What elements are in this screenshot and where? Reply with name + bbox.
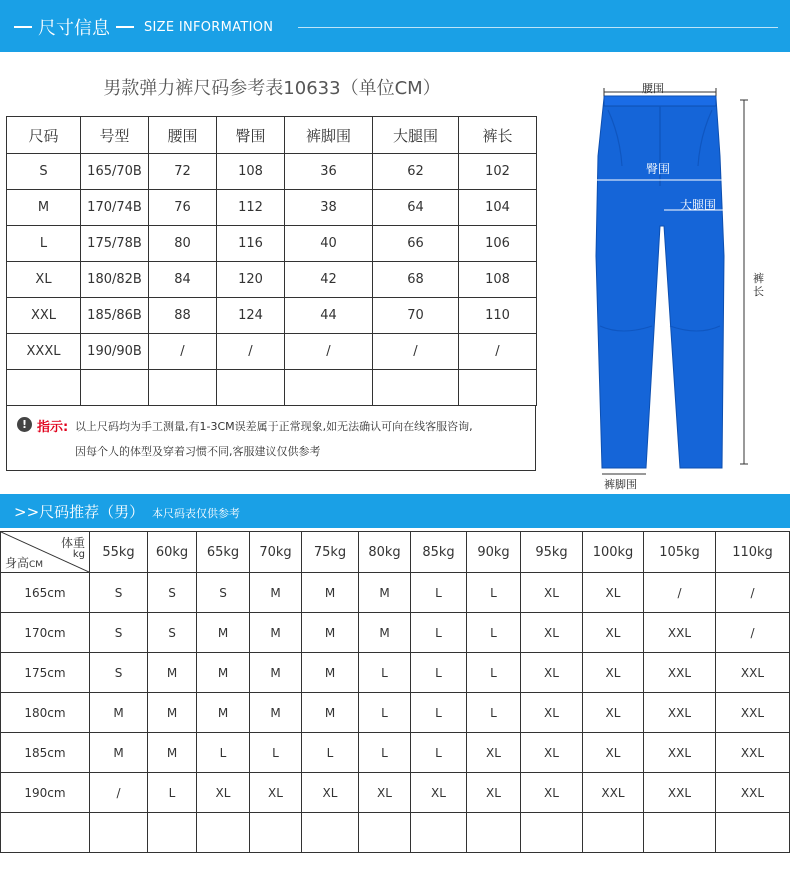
table-cell: [148, 813, 197, 853]
header-cell: 尺码: [7, 117, 81, 154]
banner-title: [14, 14, 273, 40]
table-cell: [411, 813, 467, 853]
table-cell: 64: [373, 190, 459, 226]
table-cell: 68: [373, 262, 459, 298]
corner-weight: 体重: [60, 536, 85, 550]
size-table: [6, 116, 537, 406]
recommend-header: [1, 532, 790, 573]
weight-header: 110kg: [716, 532, 790, 573]
table-cell: [1, 813, 90, 853]
table-row: [1, 613, 790, 653]
table-cell: 76: [149, 190, 217, 226]
size-table-header: [7, 117, 537, 154]
header-cell: 臀围: [217, 117, 285, 154]
weight-header: 65kg: [197, 532, 250, 573]
size-cell: M: [302, 693, 359, 733]
table-cell: /: [459, 334, 537, 370]
size-cell: XL: [583, 653, 644, 693]
size-cell: L: [467, 613, 521, 653]
table-cell: 66: [373, 226, 459, 262]
size-cell: XL: [521, 773, 583, 813]
length-label: 裤长: [753, 272, 764, 298]
table-row-empty: [1, 813, 790, 853]
weight-header: 75kg: [302, 532, 359, 573]
height-cell: 165cm: [1, 573, 90, 613]
size-cell: L: [467, 693, 521, 733]
table-cell: 165/70B: [81, 154, 149, 190]
table-row: [1, 653, 790, 693]
table-row: [7, 226, 537, 262]
table-cell: 88: [149, 298, 217, 334]
size-cell: M: [250, 693, 302, 733]
banner-title-cn: 尺寸信息: [38, 18, 110, 39]
size-cell: S: [90, 653, 148, 693]
table-row: [1, 573, 790, 613]
size-cell: XL: [521, 653, 583, 693]
size-cell: S: [148, 613, 197, 653]
table-cell: 106: [459, 226, 537, 262]
size-cell: XXL: [716, 733, 790, 773]
notice-label: 指示:: [37, 420, 69, 435]
size-cell: M: [197, 693, 250, 733]
table-row: [7, 262, 537, 298]
recommend-table: [0, 531, 790, 853]
size-cell: /: [90, 773, 148, 813]
corner-height-label: 身高: [5, 556, 30, 570]
size-cell: M: [359, 573, 411, 613]
weight-header: 100kg: [583, 532, 644, 573]
table-cell: 116: [217, 226, 285, 262]
size-cell: S: [90, 613, 148, 653]
table-cell: [373, 370, 459, 406]
table-cell: 84: [149, 262, 217, 298]
table-cell: /: [285, 334, 373, 370]
banner-title-en: SIZE INFORMATION: [144, 19, 274, 35]
recommend-subtitle: 本尺码表仅供参考: [152, 507, 240, 520]
size-cell: M: [197, 613, 250, 653]
table-row: [7, 334, 537, 370]
pants-waistband: [604, 96, 716, 106]
table-cell: 38: [285, 190, 373, 226]
table-row: [1, 733, 790, 773]
size-cell: M: [148, 693, 197, 733]
corner-height: [5, 554, 43, 571]
weight-header: 105kg: [644, 532, 716, 573]
size-cell: XXL: [583, 773, 644, 813]
weight-header: 70kg: [250, 532, 302, 573]
size-cell: L: [411, 693, 467, 733]
size-cell: XXL: [644, 653, 716, 693]
table-cell: 62: [373, 154, 459, 190]
table-cell: 185/86B: [81, 298, 149, 334]
table-cell: 36: [285, 154, 373, 190]
corner-cm: CM: [29, 560, 44, 570]
top-banner: [0, 0, 790, 52]
size-cell: L: [411, 613, 467, 653]
size-cell: M: [90, 693, 148, 733]
banner-divider: [298, 27, 778, 28]
table-cell: [583, 813, 644, 853]
table-cell: [197, 813, 250, 853]
notice-box: [6, 405, 536, 471]
table-cell: 72: [149, 154, 217, 190]
table-cell: [467, 813, 521, 853]
table-cell: 112: [217, 190, 285, 226]
table-cell: [149, 370, 217, 406]
size-cell: XL: [583, 733, 644, 773]
size-cell: L: [302, 733, 359, 773]
table-cell: [7, 370, 81, 406]
size-cell: XL: [467, 773, 521, 813]
weight-header: 95kg: [521, 532, 583, 573]
notice-text-line1: 以上尺码均为手工测量,有1-3CM误差属于正常现象,如无法确认可向在线客服咨询,: [75, 420, 473, 433]
size-cell: XL: [197, 773, 250, 813]
table-cell: 110: [459, 298, 537, 334]
size-cell: M: [359, 613, 411, 653]
size-cell: M: [197, 653, 250, 693]
size-cell: XXL: [716, 773, 790, 813]
table-row: [7, 154, 537, 190]
table-cell: 104: [459, 190, 537, 226]
hem-label: 裤脚围: [604, 478, 637, 491]
recommend-banner: [0, 494, 790, 528]
size-cell: XL: [583, 693, 644, 733]
size-cell: M: [302, 613, 359, 653]
size-cell: L: [359, 733, 411, 773]
table-cell: [644, 813, 716, 853]
size-cell: M: [90, 733, 148, 773]
table-cell: M: [7, 190, 81, 226]
table-cell: 102: [459, 154, 537, 190]
table-row: [7, 190, 537, 226]
table-cell: XXL: [7, 298, 81, 334]
corner-kg: kg: [72, 549, 85, 560]
size-cell: M: [302, 573, 359, 613]
table-cell: [521, 813, 583, 853]
header-cell: 裤长: [459, 117, 537, 154]
size-cell: L: [250, 733, 302, 773]
table-cell: 108: [459, 262, 537, 298]
size-cell: S: [197, 573, 250, 613]
hip-label: 臀围: [646, 162, 671, 176]
height-cell: 185cm: [1, 733, 90, 773]
height-cell: 170cm: [1, 613, 90, 653]
table-cell: 44: [285, 298, 373, 334]
table-cell: S: [7, 154, 81, 190]
size-cell: S: [148, 573, 197, 613]
size-cell: XL: [521, 693, 583, 733]
table-row: [1, 773, 790, 813]
weight-header: 80kg: [359, 532, 411, 573]
size-cell: XL: [359, 773, 411, 813]
size-cell: L: [148, 773, 197, 813]
table-cell: [302, 813, 359, 853]
table-cell: [716, 813, 790, 853]
size-cell: L: [359, 693, 411, 733]
size-cell: XXL: [716, 653, 790, 693]
size-cell: L: [467, 573, 521, 613]
weight-header: 60kg: [148, 532, 197, 573]
size-cell: XL: [521, 573, 583, 613]
header-cell: 号型: [81, 117, 149, 154]
table-row-empty: [7, 370, 537, 406]
table-cell: [359, 813, 411, 853]
size-cell: M: [302, 653, 359, 693]
size-cell: XL: [583, 613, 644, 653]
table-cell: [217, 370, 285, 406]
size-cell: /: [716, 613, 790, 653]
table-cell: XXXL: [7, 334, 81, 370]
table-cell: 80: [149, 226, 217, 262]
recommend-title: >>尺码推荐（男）: [14, 503, 145, 521]
thigh-label: 大腿围: [680, 198, 717, 212]
size-cell: XXL: [644, 773, 716, 813]
table-cell: /: [217, 334, 285, 370]
table-cell: 70: [373, 298, 459, 334]
size-chart-title: 男款弹力裤尺码参考表10633（单位CM）: [103, 78, 441, 99]
table-cell: [90, 813, 148, 853]
size-cell: M: [148, 733, 197, 773]
size-cell: /: [644, 573, 716, 613]
table-cell: 180/82B: [81, 262, 149, 298]
table-cell: [285, 370, 373, 406]
header-cell: 裤脚围: [285, 117, 373, 154]
size-cell: M: [148, 653, 197, 693]
size-cell: M: [250, 613, 302, 653]
table-cell: /: [373, 334, 459, 370]
table-cell: 124: [217, 298, 285, 334]
dash-right: [116, 26, 134, 28]
size-cell: L: [411, 573, 467, 613]
size-cell: XL: [250, 773, 302, 813]
table-cell: 190/90B: [81, 334, 149, 370]
size-cell: XL: [583, 573, 644, 613]
height-cell: 180cm: [1, 693, 90, 733]
notice-text-line2: 因每个人的体型及穿着习惯不同,客服建议仅供参考: [75, 445, 321, 458]
size-cell: XXL: [644, 693, 716, 733]
corner-cell: [1, 532, 90, 573]
header-cell: 腰围: [149, 117, 217, 154]
weight-header: 90kg: [467, 532, 521, 573]
size-cell: XL: [467, 733, 521, 773]
table-cell: 108: [217, 154, 285, 190]
table-cell: [81, 370, 149, 406]
table-cell: 120: [217, 262, 285, 298]
weight-header: 55kg: [90, 532, 148, 573]
height-cell: 190cm: [1, 773, 90, 813]
height-cell: 175cm: [1, 653, 90, 693]
table-cell: [250, 813, 302, 853]
pants-diagram: [560, 76, 790, 496]
table-cell: 42: [285, 262, 373, 298]
table-row: [1, 693, 790, 733]
size-cell: L: [411, 733, 467, 773]
size-cell: S: [90, 573, 148, 613]
table-cell: XL: [7, 262, 81, 298]
size-cell: XL: [302, 773, 359, 813]
size-cell: XL: [521, 733, 583, 773]
weight-header: 85kg: [411, 532, 467, 573]
table-cell: L: [7, 226, 81, 262]
size-cell: M: [250, 573, 302, 613]
info-icon: !: [17, 417, 32, 432]
size-cell: /: [716, 573, 790, 613]
size-cell: L: [467, 653, 521, 693]
size-cell: XXL: [716, 693, 790, 733]
size-cell: XXL: [644, 733, 716, 773]
table-cell: 175/78B: [81, 226, 149, 262]
table-cell: 170/74B: [81, 190, 149, 226]
size-cell: L: [411, 653, 467, 693]
size-cell: L: [197, 733, 250, 773]
size-cell: L: [359, 653, 411, 693]
table-cell: [459, 370, 537, 406]
table-row: [7, 298, 537, 334]
size-cell: XL: [411, 773, 467, 813]
waist-label: 腰围: [642, 82, 664, 95]
size-cell: M: [250, 653, 302, 693]
table-cell: 40: [285, 226, 373, 262]
size-cell: XL: [521, 613, 583, 653]
dash-left: [14, 26, 32, 28]
table-cell: /: [149, 334, 217, 370]
size-cell: XXL: [644, 613, 716, 653]
header-cell: 大腿围: [373, 117, 459, 154]
